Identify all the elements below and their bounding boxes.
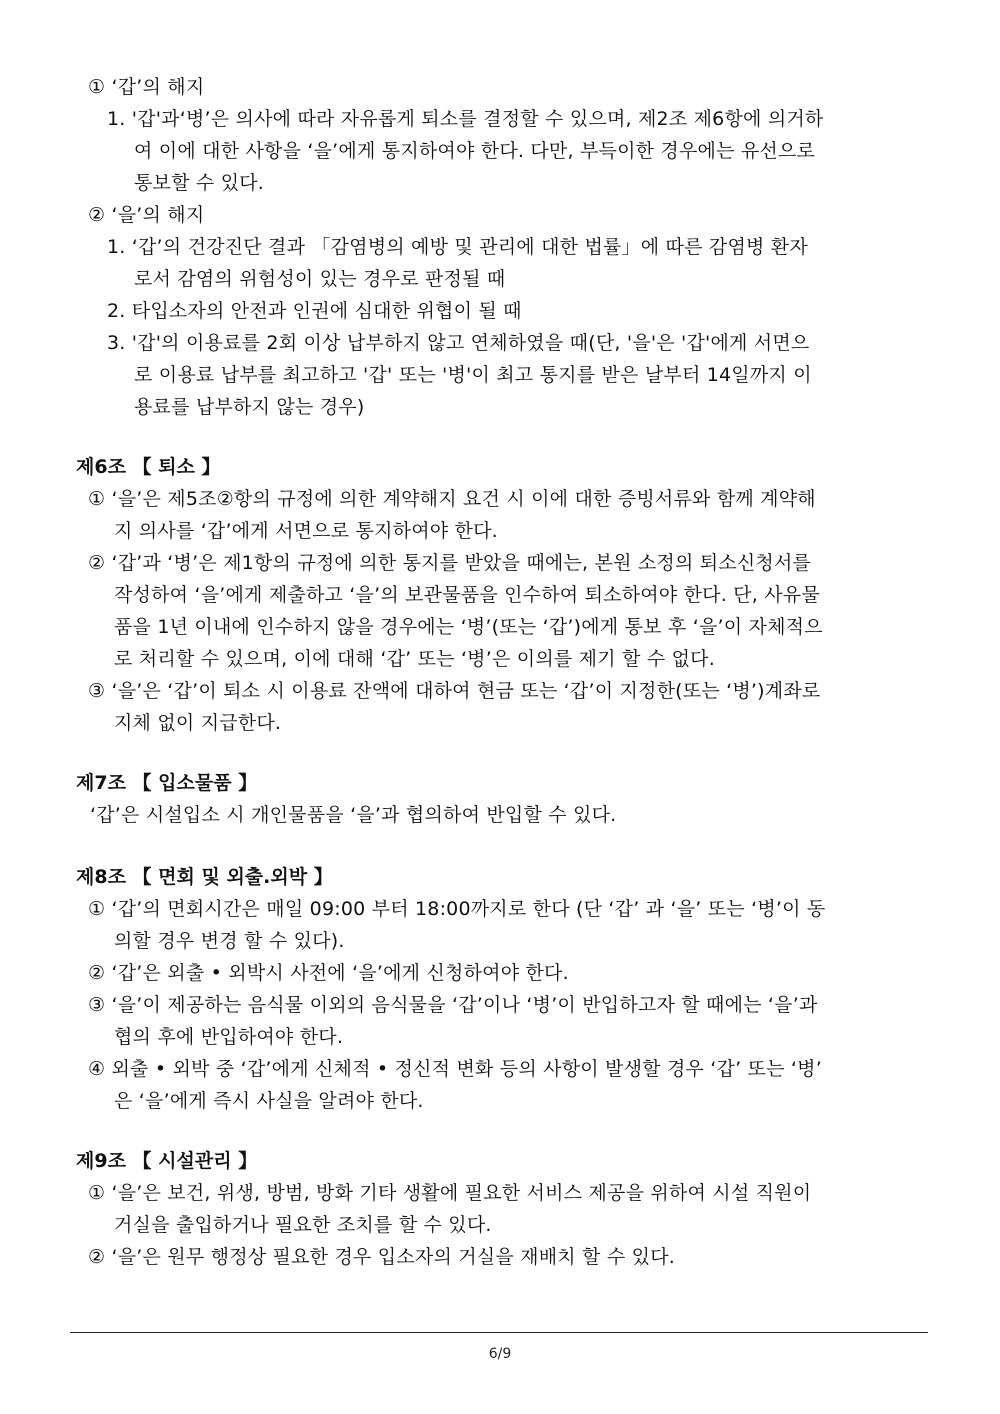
article-8-heading: 제8조 【 면회 및 외출.외박 】 xyxy=(76,866,333,888)
article-6-para-1-cont: 지 의사를 ‘갑’에게 서면으로 통지하여야 한다. xyxy=(114,520,498,542)
article-6-para-3-cont: 지체 없이 지급한다. xyxy=(114,712,282,734)
footer-divider xyxy=(70,1332,928,1333)
clause-item-2-sub-1-cont: 로서 감염의 위험성이 있는 경우로 판정될 때 xyxy=(134,268,506,290)
article-8-para-1-cont: 의할 경우 변경 할 수 있다). xyxy=(114,930,345,952)
article-8-para-3: ③ ‘을’이 제공하는 음식물 이외의 음식물을 ‘갑’이나 ‘병’이 반입하고자 할 때에는 ‘을’과 xyxy=(88,994,818,1016)
article-9-para-1-cont: 거실을 출입하거나 필요한 조치를 할 수 있다. xyxy=(114,1214,492,1236)
article-8-para-3-cont: 협의 후에 반입하여야 한다. xyxy=(114,1026,344,1048)
article-8-para-2: ② ‘갑’은 외출 • 외박시 사전에 ‘을’에게 신청하여야 한다. xyxy=(88,962,569,984)
article-9-para-2: ② ‘을’은 원무 행정상 필요한 경우 입소자의 거실을 재배치 할 수 있다. xyxy=(88,1246,675,1268)
clause-item-1-sub-1: 1. '갑'과‘병’은 의사에 따라 자유롭게 퇴소를 결정할 수 있으며, 제2조 제6항에 의거하 xyxy=(107,108,824,130)
article-8-para-1: ① ‘갑’의 면회시간은 매일 09:00 부터 18:00까지로 한다 (단 ‘갑’ 과 ‘을’ 또는 ‘병’이 동 xyxy=(88,898,826,920)
article-9-heading: 제9조 【 시설관리 】 xyxy=(76,1150,258,1172)
clause-item-2-title: ② ‘을’의 해지 xyxy=(88,204,205,226)
article-6-para-3: ③ ‘을’은 ‘갑’이 퇴소 시 이용료 잔액에 대하여 현금 또는 ‘갑’이 지정한(또는 ‘병’)계좌로 xyxy=(88,680,821,702)
article-7-heading: 제7조 【 입소물품 】 xyxy=(76,772,258,794)
article-6-para-1: ① ‘을’은 제5조②항의 규정에 의한 계약해지 요건 시 이에 대한 증빙서류와 함께 계약해 xyxy=(88,488,816,510)
page-number: 6/9 xyxy=(488,1346,512,1362)
clause-item-1-sub-1-cont: 통보할 수 있다. xyxy=(134,172,265,194)
clause-item-2-sub-3-cont: 용료를 납부하지 않는 경우) xyxy=(134,396,365,418)
article-7-para-1: ‘갑’은 시설입소 시 개인물품을 ‘을’과 협의하여 반입할 수 있다. xyxy=(90,804,617,826)
article-9-para-1: ① ‘을’은 보건, 위생, 방범, 방화 기타 생활에 필요한 서비스 제공을 위하여 시설 직원이 xyxy=(88,1182,812,1204)
clause-item-1-sub-1-cont: 여 이에 대한 사항을 ‘을’에게 통지하여야 한다. 다만, 부득이한 경우에는 유선으로 xyxy=(134,140,816,162)
article-6-para-2-cont: 품을 1년 이내에 인수하지 않을 경우에는 ‘병’(또는 ‘갑’)에게 통보 후 ‘을’이 자체적으 xyxy=(114,616,823,638)
article-6-para-2-cont: 작성하여 ‘을’에게 제출하고 ‘을’의 보관물품을 인수하여 퇴소하여야 한다. 단, 사유물 xyxy=(114,584,820,606)
article-6-heading: 제6조 【 퇴소 】 xyxy=(76,456,221,478)
article-6-para-2-cont: 로 처리할 수 있으며, 이에 대해 ‘갑’ 또는 ‘병’은 이의를 제기 할 수 없다. xyxy=(114,648,715,670)
article-8-para-4: ④ 외출 • 외박 중 ‘갑’에게 신체적 • 정신적 변화 등의 사항이 발생할 경우 ‘갑’ 또는 ‘병’ xyxy=(88,1058,822,1080)
article-8-para-4-cont: 은 ‘을’에게 즉시 사실을 알려야 한다. xyxy=(114,1090,424,1112)
clause-item-2-sub-3: 3. '갑'의 이용료를 2회 이상 납부하지 않고 연체하였을 때(단, '을'은 '갑'에게 서면으 xyxy=(107,332,810,354)
clause-item-2-sub-3-cont: 로 이용료 납부를 최고하고 '갑' 또는 '병'이 최고 통지를 받은 날부터 14일까지 이 xyxy=(134,364,812,386)
clause-item-2-sub-2: 2. 타입소자의 안전과 인권에 심대한 위협이 될 때 xyxy=(107,300,522,322)
article-6-para-2: ② ‘갑’과 ‘병’은 제1항의 규정에 의한 통지를 받았을 때에는, 본원 소정의 퇴소신청서를 xyxy=(88,552,812,574)
clause-item-1-title: ① ‘갑’의 해지 xyxy=(88,76,205,98)
clause-item-2-sub-1: 1. ‘갑’의 건강진단 결과 「감염병의 예방 및 관리에 대한 법률」에 따른 감염병 환자 xyxy=(107,236,808,258)
